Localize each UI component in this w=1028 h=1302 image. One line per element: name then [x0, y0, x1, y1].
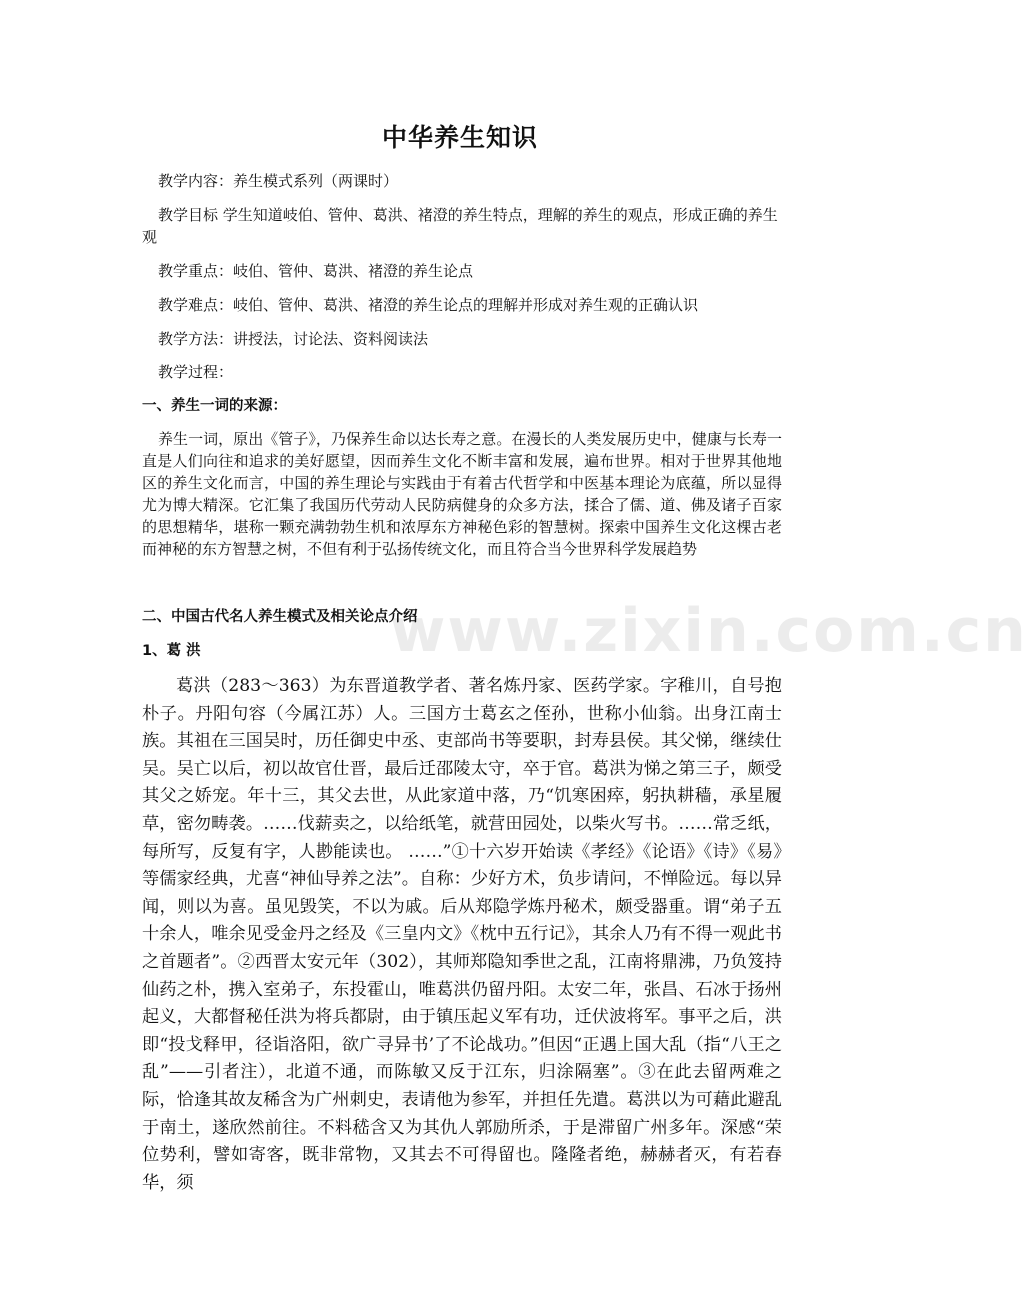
teaching-process: 教学过程：: [158, 363, 234, 381]
gehong-paragraph: 葛洪（283～363）为东晋道教学者、著名炼丹家、医药学家。字稚川，自号抱朴子。丹阳句容（今属江苏）人。三国方士葛玄之侄孙，世称小仙翁。出身江南士族。其祖在三国吴时，历任御史中丞、吏部尚书等要职，封寿县侯。其父悌，继续仕吴。吴亡以后，初以故官仕晋，最后迁邵陵太守，卒于官。葛洪为悌之第三子，颇受其父之娇宠。年十三，其父去世，从此家道中落，乃“饥寒困瘁，躬执耕穑，承星履草，密勿畴袭。……伐薪卖之，以给纸笔，就营田园处，以柴火写书。……常乏纸，每所写，反复有字，人尠能读也。 ……”①十六岁开始读《孝经》《论语》《诗》《易》等儒家经典，尤喜“神仙导养之法”。自称：少好方术，负步请问，不惮险远。每以异闻，则以为喜。虽见毁笑，不以为戚。后从郑隐学炼丹秘术，颇受器重。谓“弟子五十余人，唯余见受金丹之经及《三皇内文》《枕中五行记》，其余人乃有不得一观此书之首题者”。②西晋太安元年（302），其师郑隐知季世之乱，江南将鼎沸，乃负笈持仙药之朴，携入室弟子，东投霍山，唯葛洪仍留丹阳。太安二年，张昌、石冰于扬州起义，大都督秘任洪为将兵都尉，由于镇压起义军有功，迁伏波将军。事平之后，洪即“投戈释甲，径诣洛阳，欲广寻异书’了不论战功。”但因“正遇上国大乱（指“八王之乱”——引者注），北道不通，而陈敏又反于江东，归涂隔塞”。③在此去留两难之际，恰逢其故友稀含为广州刺史，表请他为参军，并担任先遣。葛洪以为可藉此避乱于南土，遂欣然前往。不料嵇含又为其仇人郭励所杀，于是滞留广州多年。深感“荣位势利，譬如寄客，既非常物，又其去不可得留也。隆隆者绝，赫赫者灭，有若春华，须: [142, 676, 782, 1193]
section-1-heading: 一、养生一词的来源：: [142, 398, 287, 414]
watermark: www.zixin.com.cn: [390, 596, 1028, 666]
section-1-paragraph: 养生一词，原出《管子》，乃保养生命以达长寿之意。在漫长的人类发展历史中，健康与长寿一直是人们向往和追求的美好愿望，因而养生文化不断丰富和发展，遍布世界。相对于世界其他地区的养生文化而言，中国的养生理论与实践由于有着古代哲学和中医基本理论为底蕴，所以显得尤为博大精深。它汇集了我国历代劳动人民防病健身的众多方法，揉合了儒、道、佛及诸子百家的思想精华，堪称一颗充满勃勃生机和浓厚东方神秘色彩的智慧树。探索中国养生文化这棵古老而神秘的东方智慧之树，不但有利于弘扬传统文化，而且符合当今世界科学发展趋势: [142, 430, 782, 558]
teaching-difficulties: 教学难点：岐伯、管仲、葛洪、褚澄的养生论点的理解并形成对养生观的正确认识: [158, 296, 699, 314]
teaching-content: 教学内容：养生模式系列（两课时）: [158, 172, 399, 190]
page-title: 中华养生知识: [381, 123, 538, 152]
subsection-gehong-heading: 1、葛 洪: [142, 643, 201, 659]
section-2-heading: 二、中国古代名人养生模式及相关论点介绍: [142, 609, 418, 625]
teaching-methods: 教学方法：讲授法，讨论法、资料阅读法: [158, 330, 429, 348]
teaching-goal: 教学目标 学生知道岐伯、管仲、葛洪、褚澄的养生特点，理解的养生的观点，形成正确的养生观: [142, 206, 778, 246]
teaching-key-points: 教学重点：岐伯、管仲、葛洪、褚澄的养生论点: [158, 262, 474, 280]
